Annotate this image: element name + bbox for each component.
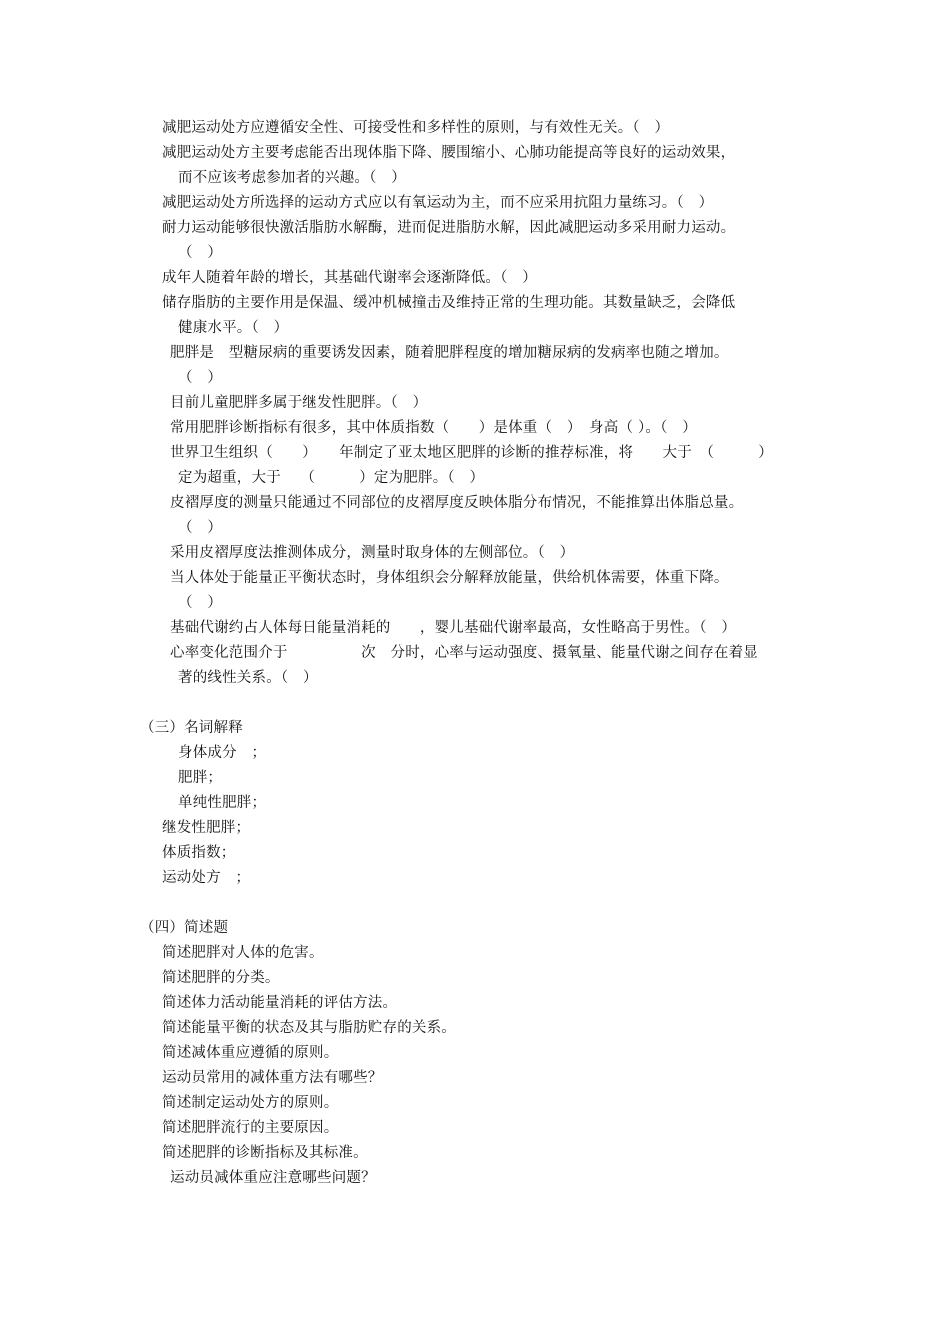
judgement-line: 常用肥胖诊断指标有很多，其中体质指数（ ）是体重（ ） 身高（ ）。（ ） (170, 420, 697, 436)
term-item: 继发性肥胖； (162, 820, 251, 836)
short-answer-item: 简述能量平衡的状态及其与脂肪贮存的关系。 (162, 1020, 456, 1036)
judgement-line: （ ） (178, 370, 223, 386)
short-answer-item: 运动员常用的减体重方法有哪些？ (162, 1070, 383, 1086)
judgement-line: 成年人随着年龄的增长，其基础代谢率会逐渐降低。（ ） (162, 270, 537, 286)
judgement-line: 心率变化范围介于 次 分时，心率与运动强度、摄氧量、能量代谢之间存在着显 (170, 645, 758, 661)
judgement-line: 耐力运动能够很快激活脂肪水解酶，进而促进脂肪水解，因此减肥运动多采用耐力运动。 (162, 220, 736, 236)
section4-title: （四）简述题 (140, 920, 229, 936)
term-item: 运动处方 ； (162, 870, 251, 886)
judgement-line: 基础代谢约占人体每日能量消耗的 ，婴儿基础代谢率最高，女性略高于男性。（ ） (170, 620, 737, 636)
judgement-line: 目前儿童肥胖多属于继发性肥胖。（ ） (170, 395, 428, 411)
short-answer-item: 简述肥胖流行的主要原因。 (162, 1120, 339, 1136)
judgement-line: 储存脂肪的主要作用是保温、缓冲机械撞击及维持正常的生理功能。其数量缺乏，会降低 (162, 295, 736, 311)
judgement-line: （ ） (178, 245, 223, 261)
short-answer-item: 简述肥胖对人体的危害。 (162, 945, 324, 961)
short-answer-item: 运动员减体重应注意哪些问题？ (170, 1170, 376, 1186)
judgement-line: 当人体处于能量正平衡状态时，身体组织会分解释放能量，供给机体需要，体重下降。 (170, 570, 729, 586)
judgement-line: 减肥运动处方主要考虑能否出现体脂下降、腰围缩小、心肺功能提高等良好的运动效果， (162, 145, 736, 161)
judgement-line: 采用皮褶厚度法推测体成分，测量时取身体的左侧部位。（ ） (170, 545, 575, 561)
judgement-line: 而不应该考虑参加者的兴趣。（ ） (178, 170, 406, 186)
judgement-line: （ ） (178, 520, 223, 536)
term-item: 身体成分 ； (178, 745, 267, 761)
term-item: 肥胖； (178, 770, 223, 786)
short-answer-item: 简述肥胖的诊断指标及其标准。 (162, 1145, 368, 1161)
short-answer-item: 简述减体重应遵循的原则。 (162, 1045, 339, 1061)
short-answer-item: 简述肥胖的分类。 (162, 970, 280, 986)
judgement-line: 著的线性关系。（ ） (178, 670, 318, 686)
judgement-line: 健康水平。（ ） (178, 320, 289, 336)
judgement-line: 皮褶厚度的测量只能通过不同部位的皮褶厚度反映体脂分布情况，不能推算出体脂总量。 (170, 495, 744, 511)
term-item: 单纯性肥胖； (178, 795, 267, 811)
judgement-line: 减肥运动处方应遵循安全性、可接受性和多样性的原则，与有效性无关。（ ） (162, 120, 670, 136)
term-item: 体质指数； (162, 845, 236, 861)
judgement-line: 肥胖是 型糖尿病的重要诱发因素，随着肥胖程度的增加糖尿病的发病率也随之增加。 (170, 345, 729, 361)
judgement-line: 定为超重，大于 （ ）定为肥胖。（ ） (178, 470, 485, 486)
short-answer-item: 简述制定运动处方的原则。 (162, 1095, 339, 1111)
judgement-line: （ ） (178, 595, 223, 611)
judgement-line: 减肥运动处方所选择的运动方式应以有氧运动为主，而不应采用抗阻力量练习。（ ） (162, 195, 714, 211)
section3-title: （三）名词解释 (140, 720, 243, 736)
short-answer-item: 简述体力活动能量消耗的评估方法。 (162, 995, 398, 1011)
judgement-line: 世界卫生组织（ ） 年制定了亚太地区肥胖的诊断的推荐标准，将 大于 （ ） (170, 445, 773, 461)
